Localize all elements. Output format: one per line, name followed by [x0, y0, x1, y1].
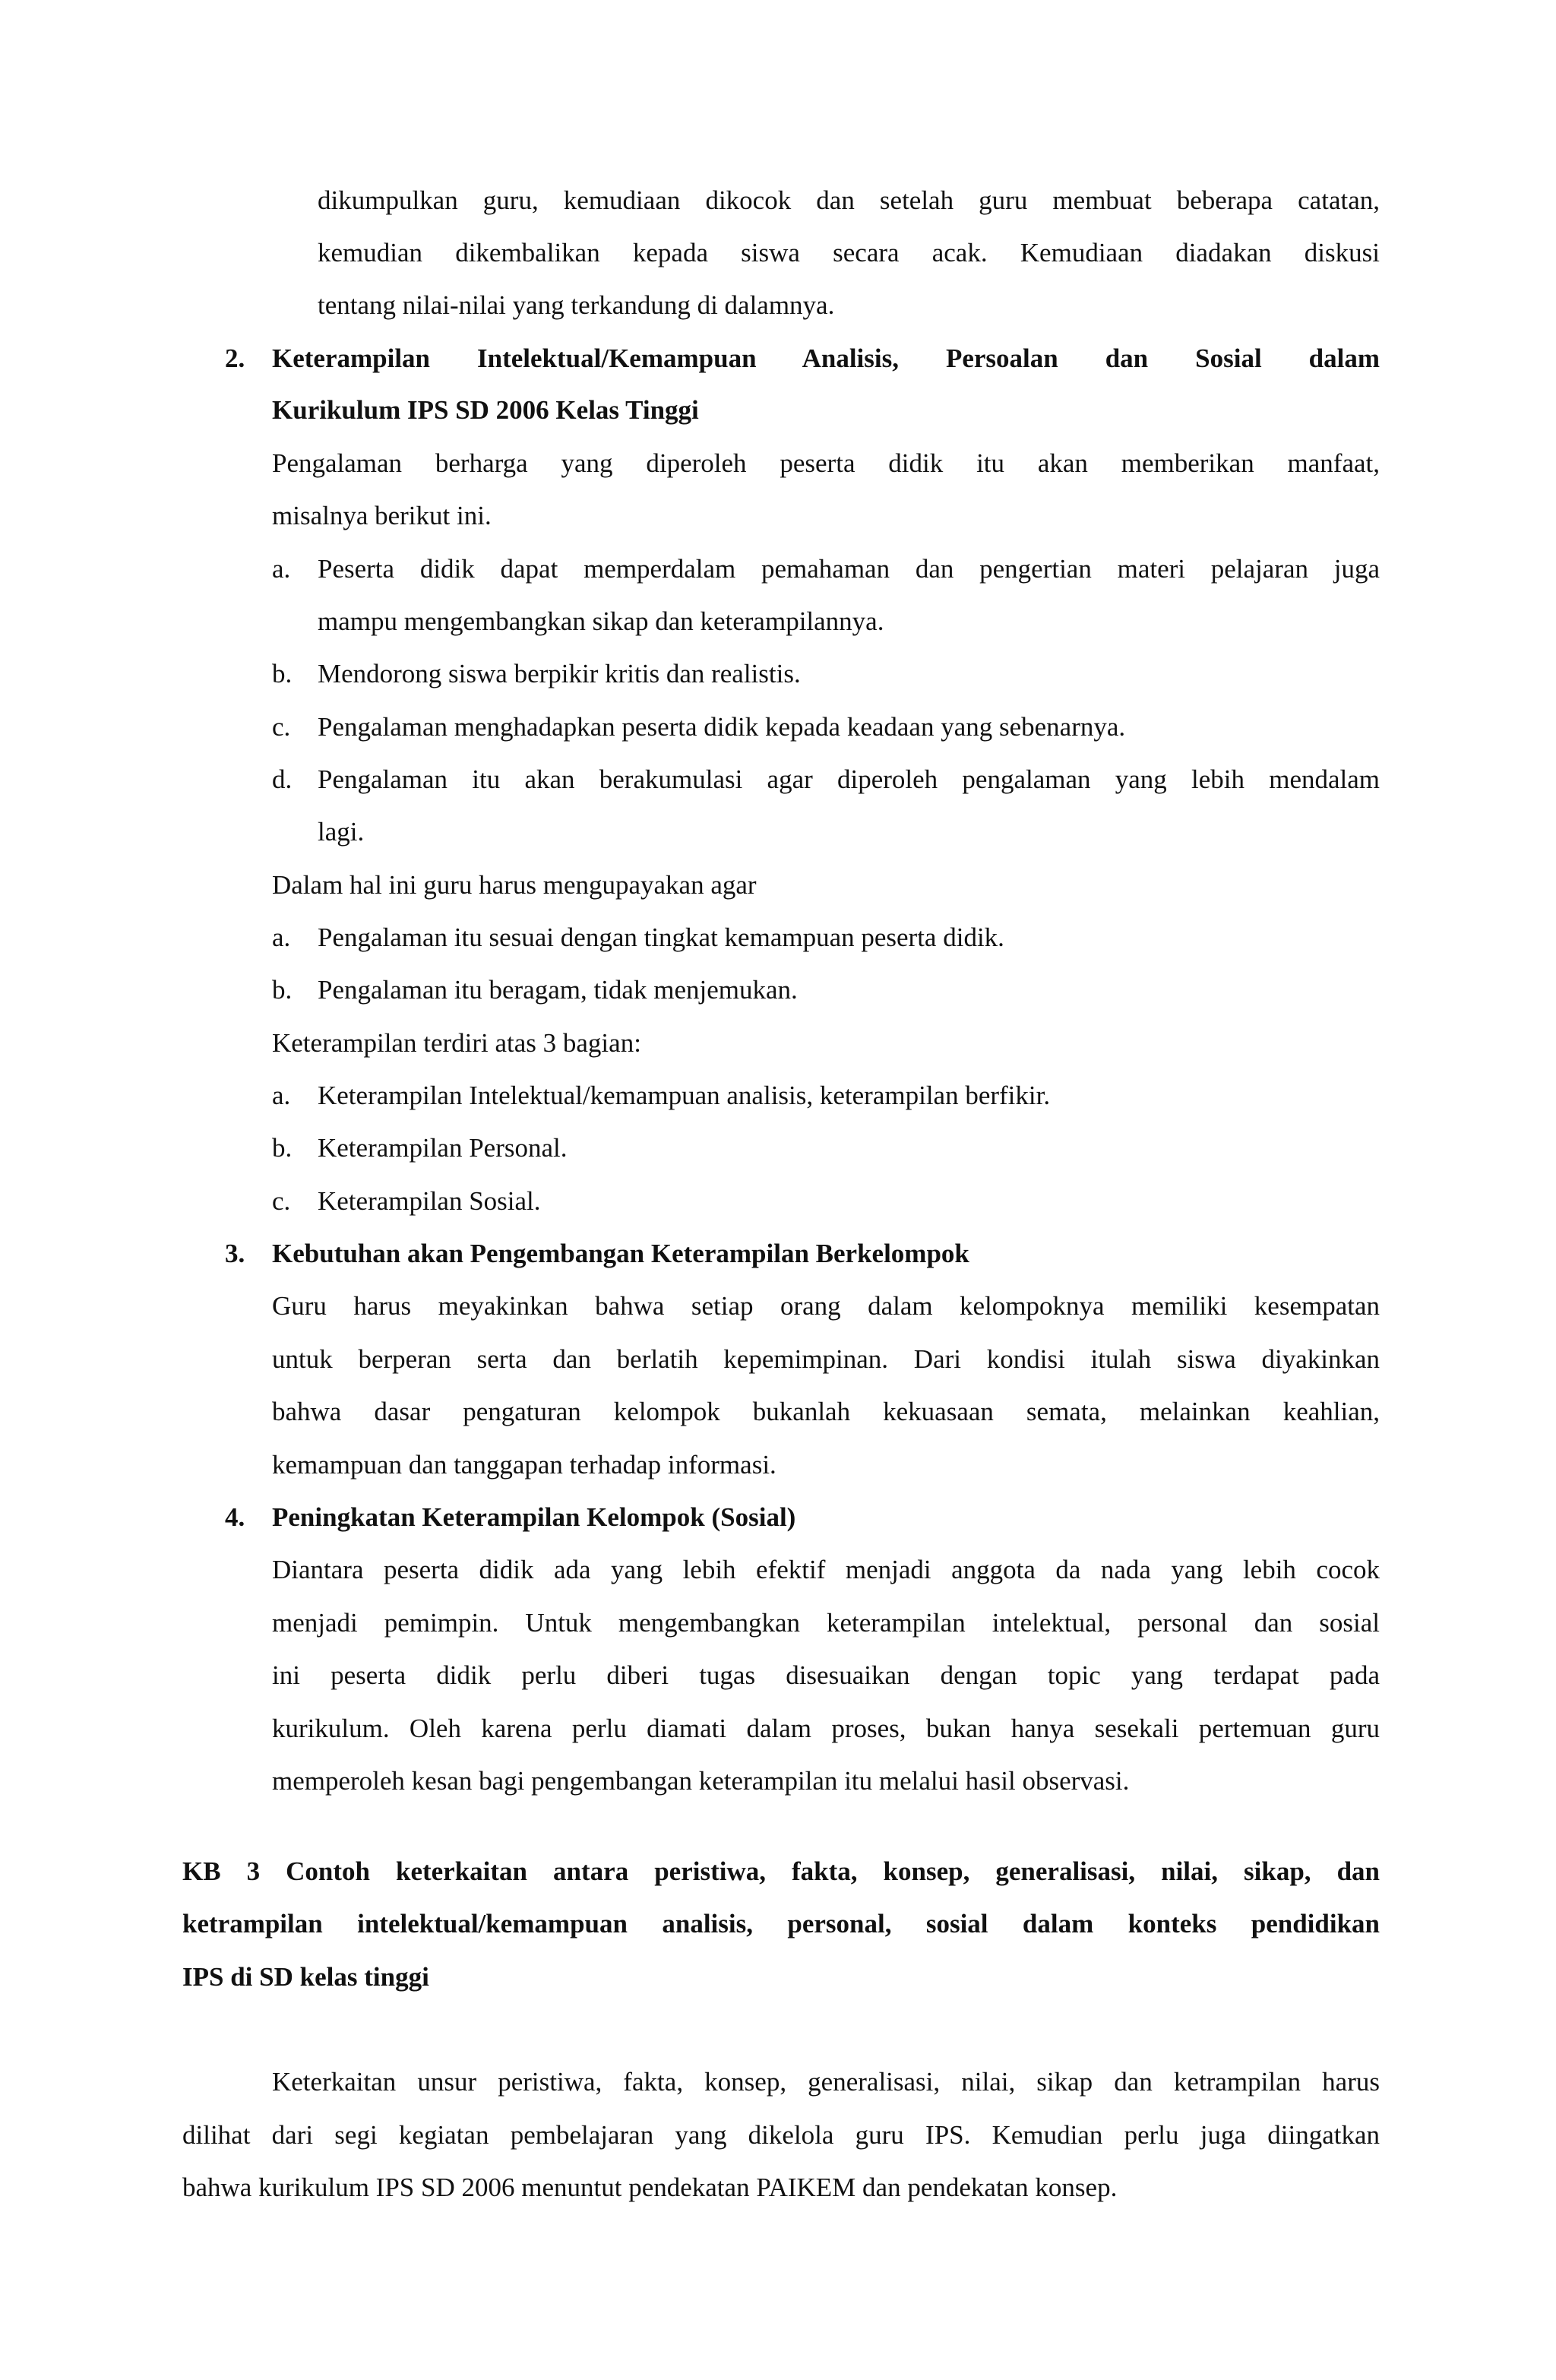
section-2-number: 2.	[225, 343, 245, 373]
closing-line-2: dilihat dari segi kegiatan pembelajaran yang dikelola guru IPS. Kemudian perlu juga diingatkan	[182, 2120, 1380, 2150]
list-marker: d.	[272, 764, 293, 794]
section-2-paragraph-line-2: misalnya berikut ini.	[272, 501, 492, 530]
section-2-heading-line-1: Keterampilan Intelektual/Kemampuan Analisis, Persoalan dan Sosial dalam	[272, 343, 1380, 373]
list-item-text: Keterampilan Personal.	[318, 1133, 568, 1163]
list-item-text: Mendorong siswa berpikir kritis dan realistis.	[318, 659, 801, 688]
section-3-line-2: untuk berperan serta dan berlatih kepemimpinan. Dari kondisi itulah siswa diyakinkan	[272, 1344, 1380, 1374]
list-marker: a.	[272, 923, 291, 952]
kb3-heading-line-1: KB 3 Contoh keterkaitan antara peristiwa, fakta, konsep, generalisasi, nilai, sikap, dan	[182, 1856, 1380, 1886]
closing-line-1: Keterkaitan unsur peristiwa, fakta, konsep, generalisasi, nilai, sikap dan ketrampilan harus	[272, 2067, 1380, 2097]
list-item-text: Pengalaman itu sesuai dengan tingkat kemampuan peserta didik.	[318, 923, 1004, 952]
section-3-number: 3.	[225, 1239, 245, 1268]
kb3-heading-line-3: IPS di SD kelas tinggi	[182, 1962, 429, 1992]
intro-line-2: kemudian dikembalikan kepada siswa secara acak. Kemudiaan diadakan diskusi	[318, 238, 1380, 267]
closing-line-3: bahwa kurikulum IPS SD 2006 menuntut pendekatan PAIKEM dan pendekatan konsep.	[182, 2173, 1118, 2202]
list-item-text: Keterampilan Intelektual/kemampuan analisis, keterampilan berfikir.	[318, 1081, 1051, 1110]
list-marker: c.	[272, 1186, 291, 1216]
kb3-heading-line-2: ketrampilan intelektual/kemampuan analisis, personal, sosial dalam konteks pendidikan	[182, 1909, 1380, 1938]
section-4-line-5: memperoleh kesan bagi pengembangan keterampilan itu melalui hasil observasi.	[272, 1766, 1130, 1796]
section-2-paragraph-line-3: Dalam hal ini guru harus mengupayakan agar	[272, 870, 757, 900]
section-4-line-1: Diantara peserta didik ada yang lebih efektif menjadi anggota da nada yang lebih cocok	[272, 1555, 1380, 1584]
section-4-line-2: menjadi pemimpin. Untuk mengembangkan keterampilan intelektual, personal dan sosial	[272, 1608, 1380, 1638]
section-3-line-4: kemampuan dan tanggapan terhadap informasi.	[272, 1450, 776, 1480]
intro-line-1: dikumpulkan guru, kemudiaan dikocok dan setelah guru membuat beberapa catatan,	[318, 185, 1380, 215]
intro-line-3: tentang nilai-nilai yang terkandung di dalamnya.	[318, 290, 835, 320]
list-item-text: Pengalaman menghadapkan peserta didik kepada keadaan yang sebenarnya.	[318, 712, 1126, 742]
section-2-paragraph-line-4: Keterampilan terdiri atas 3 bagian:	[272, 1028, 641, 1058]
section-4-heading: Peningkatan Keterampilan Kelompok (Sosial)	[272, 1502, 796, 1532]
list-marker: a.	[272, 554, 291, 584]
section-3-heading: Kebutuhan akan Pengembangan Keterampilan Berkelompok	[272, 1239, 969, 1268]
section-3-line-3: bahwa dasar pengaturan kelompok bukanlah kekuasaan semata, melainkan keahlian,	[272, 1397, 1380, 1426]
list-item-text: mampu mengembangkan sikap dan keterampilannya.	[318, 606, 884, 636]
list-marker: c.	[272, 712, 291, 742]
list-item-text: Pengalaman itu akan berakumulasi agar diperoleh pengalaman yang lebih mendalam	[318, 764, 1380, 794]
section-2-paragraph-line-1: Pengalaman berharga yang diperoleh peserta didik itu akan memberikan manfaat,	[272, 448, 1380, 478]
section-3-line-1: Guru harus meyakinkan bahwa setiap orang dalam kelompoknya memiliki kesempatan	[272, 1291, 1380, 1321]
list-marker: b.	[272, 659, 293, 688]
section-4-number: 4.	[225, 1502, 245, 1532]
list-marker: a.	[272, 1081, 291, 1110]
list-item-text: Keterampilan Sosial.	[318, 1186, 541, 1216]
list-marker: b.	[272, 975, 293, 1005]
list-marker: b.	[272, 1133, 293, 1163]
section-4-line-4: kurikulum. Oleh karena perlu diamati dalam proses, bukan hanya sesekali pertemuan guru	[272, 1714, 1380, 1743]
list-item-text: Peserta didik dapat memperdalam pemahaman dan pengertian materi pelajaran juga	[318, 554, 1380, 584]
section-2-heading-line-2: Kurikulum IPS SD 2006 Kelas Tinggi	[272, 395, 699, 425]
list-item-text: lagi.	[318, 817, 365, 847]
list-item-text: Pengalaman itu beragam, tidak menjemukan.	[318, 975, 798, 1005]
section-4-line-3: ini peserta didik perlu diberi tugas disesuaikan dengan topic yang terdapat pada	[272, 1660, 1380, 1690]
